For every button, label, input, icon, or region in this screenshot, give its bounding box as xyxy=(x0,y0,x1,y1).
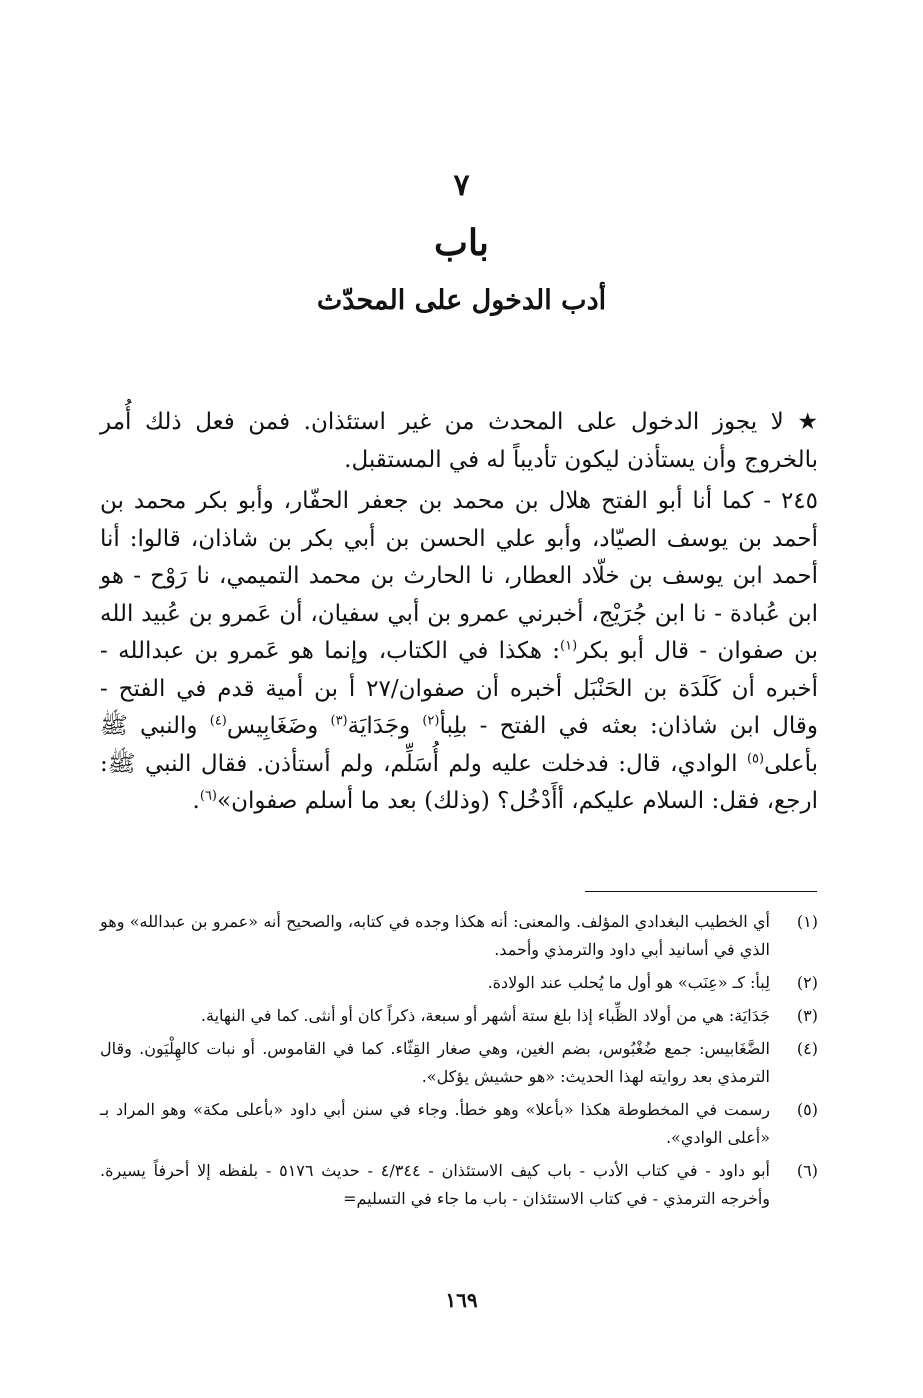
footnote-text: الضَّغَابيس: جمع ضُغْبُوس، بضم الغين، وهي صغار القِثّاء. كما في القاموس. أو نبات كالهِلْيَون. وقال الترمذي بعد روايته لهذا الحديث: «هو حشيش يؤكل». xyxy=(100,1039,770,1086)
footnote-ref-6: (٦) xyxy=(199,788,217,804)
footnote xyxy=(100,969,818,997)
main-text xyxy=(100,404,818,821)
footnote xyxy=(100,1035,818,1091)
footnote-ref-1: (١) xyxy=(560,638,578,654)
chapter-title: باب xyxy=(434,222,489,264)
footnote-ref-4: (٤) xyxy=(209,713,227,729)
footnote xyxy=(100,1002,818,1030)
footnote xyxy=(100,1096,818,1152)
footnote-number: (١) xyxy=(796,912,818,931)
footnote-text: أبو داود - في كتاب الأدب - باب كيف الاستئذان - ٤/٣٤٤ - حديث ٥١٧٦ - بلفظه إلا أحرفاً يسيرة. وأخرجه الترمذي - في كتاب الاستئذان - باب ما جاء في التسليم= xyxy=(100,1161,770,1208)
footnote-number: (٥) xyxy=(796,1100,818,1119)
footnote xyxy=(100,908,818,964)
footnote-text: رسمت في المخطوطة هكذا «بأعلا» وهو خطأ. وجاء في سنن أبي داود «بأعلى مكة» وهو المراد بـ «أعلى الوادي». xyxy=(100,1100,770,1147)
intro-paragraph: ★ لا يجوز الدخول على المحدث من غير استئذان. فمن فعل ذلك أُمر بالخروج وأن يستأذن ليكون تأديباً له في المستقبل. xyxy=(100,409,818,473)
footnote-ref-5: (٥) xyxy=(746,750,765,766)
hadith-text-5: والنبي ﷺ بأعلى xyxy=(100,713,818,777)
hadith-text-4: وضَغَابِيس xyxy=(226,713,331,739)
chapter-number: ٧ xyxy=(453,168,470,203)
footnote-number: (٦) xyxy=(796,1161,818,1180)
hadith-text-2: : هكذا في الكتاب، وإنما هو عَمرو بن عبدالله - أخبره أن كَلَدَة بن الحَنْبَل أخبره أن صفوان/٢٧ أ بن أمية قدم في الفتح - وقال ابن شاذان: بعثه في الفتح - بلِبأ xyxy=(100,638,818,739)
hadith-text-1: ٢٤٥ - كما أنا أبو الفتح هلال بن محمد بن جعفر الحفّار، وأبو بكر محمد بن أحمد بن يوسف الصيّاد، وأبو علي الحسن بن أبي بكر بن شاذان، قالوا: أنا أحمد ابن يوسف بن خلّاد العطار، نا الحارث بن محمد التميمي، نا رَوْح - هو ابن عُبادة - نا ابن جُرَيْج، أخبرني عمرو بن أبي سفيان، أن عَمرو بن عُبيد الله بن صفوان - قال أبو بكر xyxy=(100,488,818,664)
footnote xyxy=(100,1157,818,1213)
hadith-paragraph xyxy=(100,483,818,821)
chapter-subtitle: أدب الدخول على المحدّث xyxy=(316,285,607,316)
footnote-ref-3: (٣) xyxy=(330,713,348,729)
footnote-text: جَدَايَة: هي من أولاد الظِّباء إذا بلغ ستة أشهر أو سبعة، ذكراً كان أو أنثى. كما في النهاية. xyxy=(200,1006,770,1025)
page-number: ١٦٩ xyxy=(445,1288,478,1312)
footnote-number: (٤) xyxy=(796,1039,818,1058)
footnotes xyxy=(100,908,818,1218)
hadith-text-end: . xyxy=(192,788,200,814)
footnote-number: (٢) xyxy=(796,973,818,992)
footnote-ref-2: (٢) xyxy=(422,713,440,729)
footnote-divider xyxy=(585,891,817,892)
hadith-text-3: وجَدَايَة xyxy=(347,713,423,739)
footnote-text: لِبأ: كـ «عِنَب» هو أول ما يُحلب عند الولادة. xyxy=(487,973,770,992)
footnote-text: أي الخطيب البغدادي المؤلف. والمعنى: أنه هكذا وجده في كتابه، والصحيح أنه «عمرو بن عبدالله» وهو الذي في أسانيد أبي داود والترمذي وأحمد. xyxy=(100,912,770,959)
footnote-number: (٣) xyxy=(796,1006,818,1025)
hadith-text-6: الوادي، قال: فدخلت عليه ولم أُسَلِّم، ولم أستأذن. فقال النبي ﷺ: ارجع، فقل: السلام عليكم، أأَدْخُل؟ (وذلك) بعد ما أسلم صفوان» xyxy=(100,750,818,814)
